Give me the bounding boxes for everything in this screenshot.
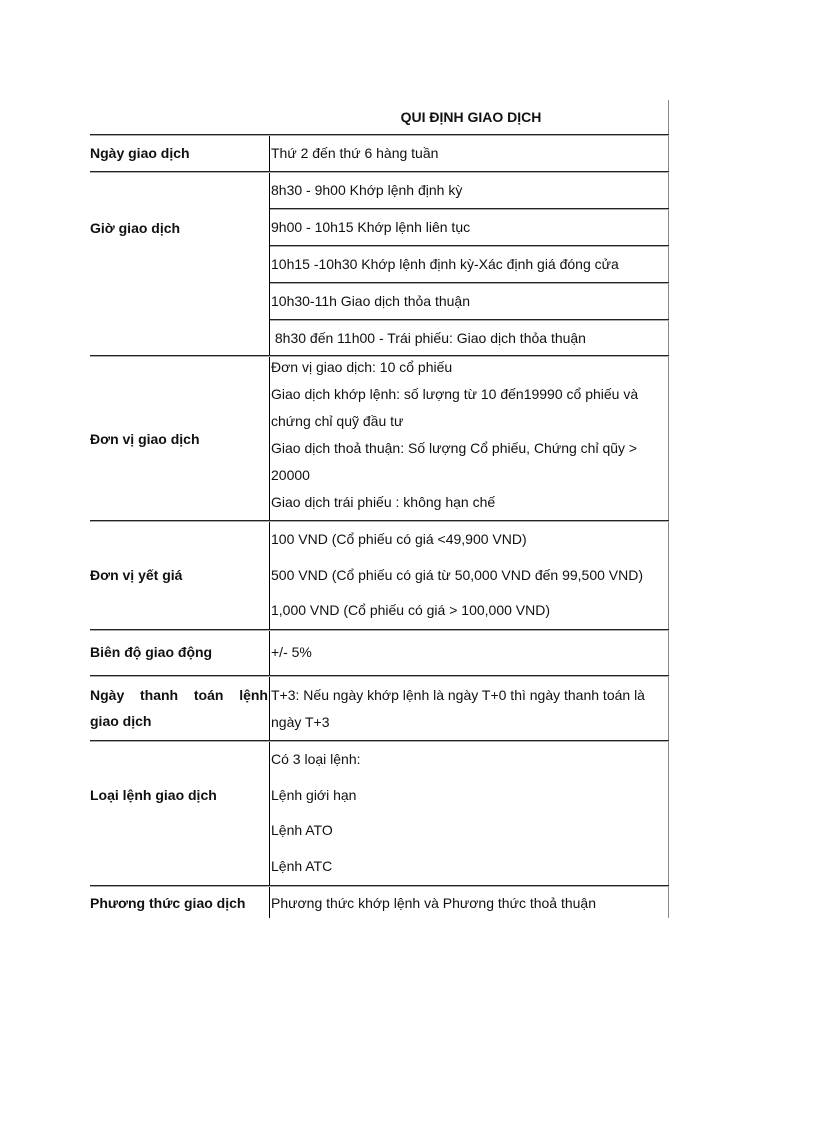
row-divider bbox=[90, 675, 669, 676]
row-value-price-band: +/- 5% bbox=[271, 644, 312, 660]
row-divider bbox=[90, 740, 669, 741]
row-divider bbox=[90, 629, 669, 630]
settlement-label-word: toán bbox=[193, 687, 224, 703]
row-divider bbox=[270, 282, 669, 283]
trading-unit-line: Đơn vị giao dịch: 10 cổ phiếu bbox=[271, 359, 453, 375]
row-divider bbox=[270, 208, 669, 209]
row-divider bbox=[90, 520, 669, 521]
row-label-trading-method: Phương thức giao dịch bbox=[90, 895, 246, 911]
row-divider bbox=[90, 885, 669, 886]
settlement-line: ngày T+3 bbox=[271, 714, 330, 730]
row-divider bbox=[90, 134, 669, 135]
row-value-settlement bbox=[271, 682, 670, 736]
row-label-trading-hours: Giờ giao dịch bbox=[90, 220, 181, 236]
row-divider bbox=[270, 245, 669, 246]
settlement-label-word: thanh bbox=[140, 687, 179, 703]
row-label-trading-unit: Đơn vị giao dịch bbox=[90, 431, 200, 447]
order-type-line: Có 3 loại lệnh: bbox=[271, 751, 361, 767]
trading-hours-item: 8h30 - 9h00 Khớp lệnh định kỳ bbox=[271, 182, 463, 198]
trading-unit-line: Giao dịch khớp lệnh: số lượng từ 10 đến19990 cổ phiếu và bbox=[271, 386, 639, 402]
price-tick-line: 500 VND (Cổ phiếu có giá từ 50,000 VND đến 99,500 VND) bbox=[271, 567, 644, 583]
settlement-label-word: lệnh bbox=[239, 687, 268, 703]
order-type-line: Lệnh ATO bbox=[271, 822, 333, 838]
row-divider bbox=[90, 171, 669, 172]
trading-hours-item: 9h00 - 10h15 Khớp lệnh liên tục bbox=[271, 219, 471, 235]
row-value-trading-method: Phương thức khớp lệnh và Phương thức thoả thuận bbox=[271, 895, 597, 911]
trading-unit-line: Giao dịch thoả thuận: Số lượng Cổ phiếu, Chứng chỉ qũy > bbox=[271, 440, 638, 456]
table-title: QUI ĐỊNH GIAO DỊCH bbox=[400, 109, 542, 125]
settlement-label-line2: giao dịch bbox=[90, 713, 152, 729]
price-tick-line: 100 VND (Cổ phiếu có giá <49,900 VND) bbox=[271, 531, 527, 547]
table-title-row bbox=[90, 100, 670, 134]
trading-unit-line: chứng chỉ quỹ đầu tư bbox=[271, 413, 404, 429]
trading-hours-item: 8h30 đến 11h00 - Trái phiếu: Giao dịch thỏa thuận bbox=[271, 330, 586, 346]
row-divider bbox=[270, 319, 669, 320]
order-type-line: Lệnh giới hạn bbox=[271, 787, 357, 803]
trading-hours-item: 10h30-11h Giao dịch thỏa thuận bbox=[271, 293, 471, 309]
row-label-order-types: Loại lệnh giao dịch bbox=[90, 787, 217, 803]
row-label-trading-day: Ngày giao dịch bbox=[90, 145, 190, 161]
row-value-trading-unit bbox=[271, 354, 670, 516]
settlement-line: T+3: Nếu ngày khớp lệnh là ngày T+0 thì ngày thanh toán là bbox=[271, 687, 645, 703]
order-type-line: Lệnh ATC bbox=[271, 858, 333, 874]
row-label-price-tick: Đơn vị yết giá bbox=[90, 567, 183, 583]
trading-hours-item: 10h15 -10h30 Khớp lệnh định kỳ-Xác định giá đóng cửa bbox=[271, 256, 619, 272]
trading-unit-line: Giao dịch trái phiếu : không hạn chế bbox=[271, 494, 496, 510]
row-label-price-band: Biên độ giao động bbox=[90, 644, 213, 660]
row-value-trading-day: Thứ 2 đến thứ 6 hàng tuần bbox=[271, 145, 439, 161]
table-column-divider bbox=[269, 134, 270, 918]
price-tick-line: 1,000 VND (Cổ phiếu có giá > 100,000 VND) bbox=[271, 602, 550, 618]
trading-unit-line: 20000 bbox=[271, 467, 310, 483]
row-label-settlement bbox=[90, 682, 268, 734]
settlement-label-word: Ngày bbox=[90, 687, 125, 703]
